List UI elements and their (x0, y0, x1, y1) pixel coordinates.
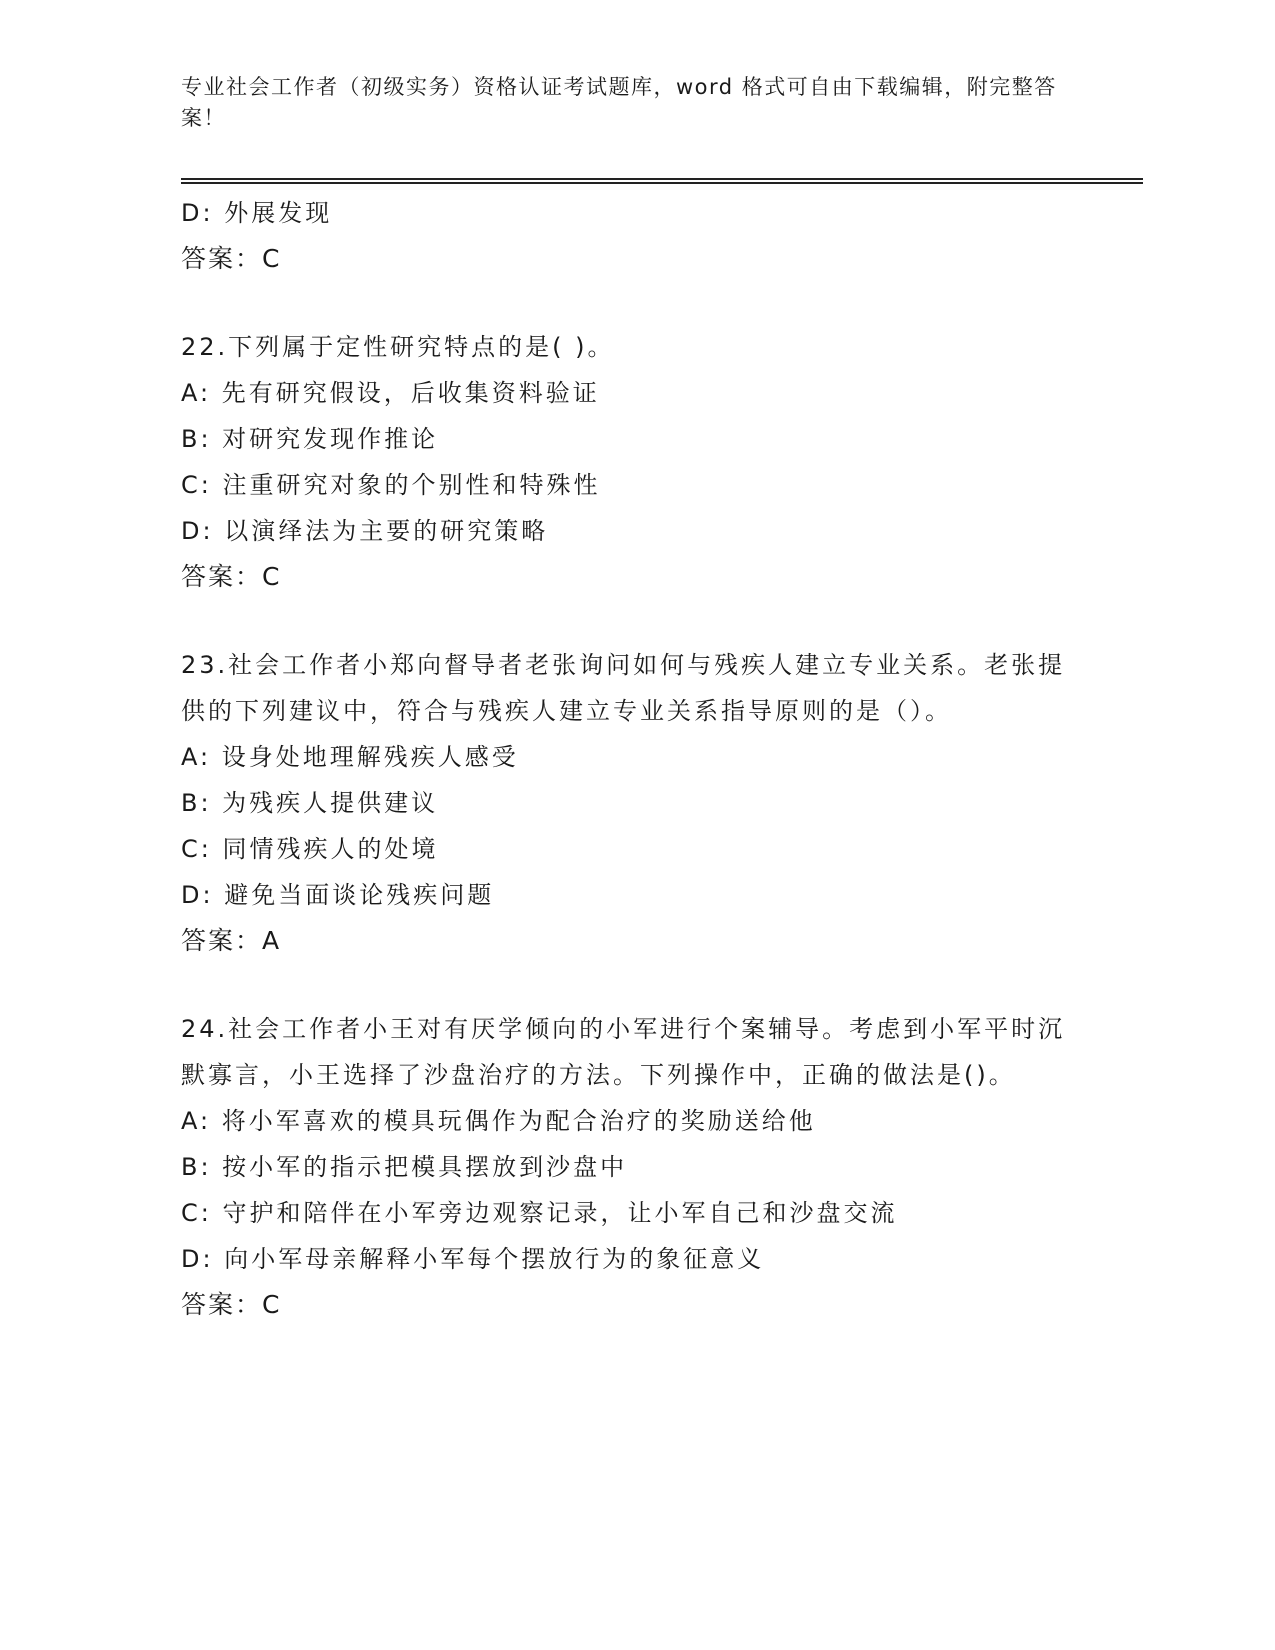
header-divider-top (181, 178, 1143, 180)
option-d: D: 向小军母亲解释小军每个摆放行为的象征意义 (181, 1245, 765, 1273)
answer-label: 答案：C (181, 244, 282, 273)
option-c: C: 守护和陪伴在小军旁边观察记录，让小军自己和沙盘交流 (181, 1199, 898, 1227)
question-content (181, 190, 1081, 1328)
answer-label: 答案：A (181, 926, 282, 955)
question-23 (181, 642, 1081, 964)
option-c: C: 同情残疾人的处境 (181, 835, 439, 863)
option-d: D: 外展发现 (181, 199, 333, 227)
question-stem: 22.下列属于定性研究特点的是( )。 (181, 333, 615, 361)
option-b: B: 对研究发现作推论 (181, 425, 439, 453)
option-a: A: 先有研究假设，后收集资料验证 (181, 379, 600, 407)
question-24 (181, 1006, 1081, 1328)
option-b: B: 为残疾人提供建议 (181, 789, 439, 817)
answer-label: 答案：C (181, 562, 282, 591)
option-b: B: 按小军的指示把模具摆放到沙盘中 (181, 1153, 628, 1181)
option-a: A: 设身处地理解残疾人感受 (181, 743, 519, 771)
option-c: C: 注重研究对象的个别性和特殊性 (181, 471, 601, 499)
option-a: A: 将小军喜欢的模具玩偶作为配合治疗的奖励送给他 (181, 1107, 816, 1135)
question-stem: 24.社会工作者小王对有厌学倾向的小军进行个案辅导。考虑到小军平时沉默寡言，小王选择了沙盘治疗的方法。下列操作中，正确的做法是()。 (181, 1015, 1066, 1089)
answer-label: 答案：C (181, 1290, 282, 1319)
header-divider-bottom (181, 182, 1143, 184)
option-d: D: 避免当面谈论残疾问题 (181, 881, 495, 909)
document-header: 专业社会工作者（初级实务）资格认证考试题库，word 格式可自由下载编辑，附完整答案！ (181, 75, 1057, 130)
question-22 (181, 324, 1081, 600)
option-d: D: 以演绎法为主要的研究策略 (181, 517, 549, 545)
question-stem: 23.社会工作者小郑向督导者老张询问如何与残疾人建立专业关系。老张提供的下列建议中，符合与残疾人建立专业关系指导原则的是（）。 (181, 651, 1066, 725)
